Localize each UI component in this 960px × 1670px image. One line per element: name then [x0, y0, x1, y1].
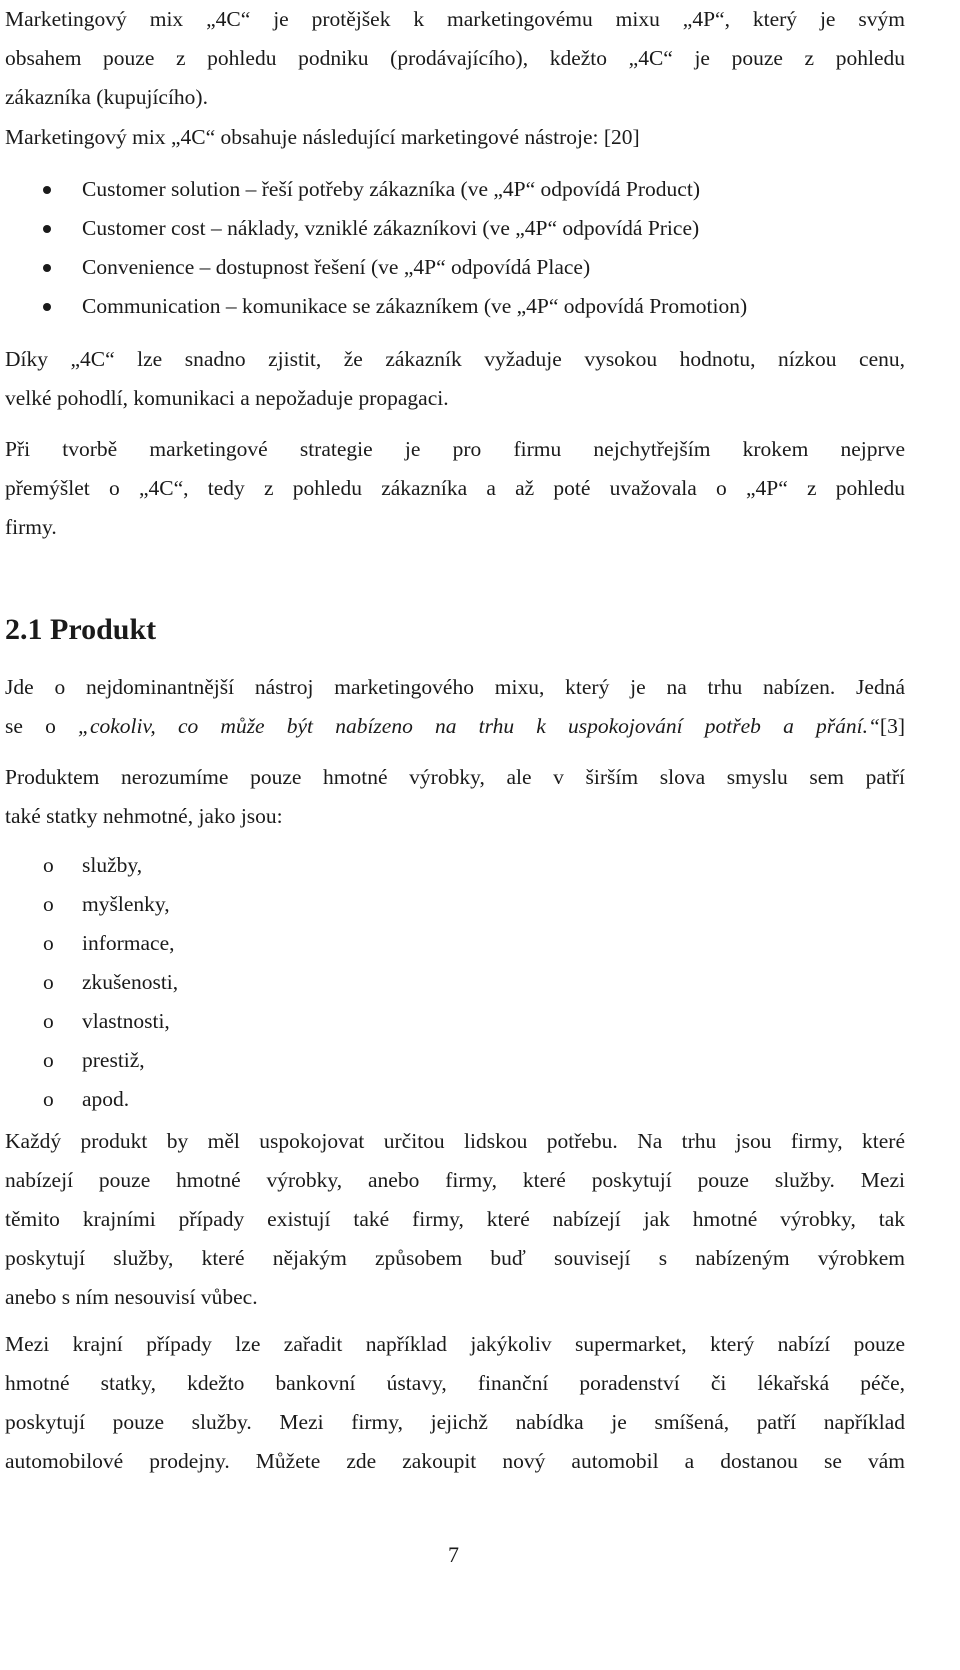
list-marker: o [43, 970, 54, 994]
list-item-text: Convenience – dostupnost řešení (ve „4P“ odpovídá Place) [82, 255, 591, 279]
definition-quote: „cokoliv, co může být nabízeno na trhu k uspokojování potřeb a přání.“ [77, 714, 880, 738]
list-item-text: myšlenky, [82, 892, 170, 916]
list-marker: o [43, 1009, 54, 1033]
list-item [5, 885, 905, 924]
list-item-text: služby, [82, 853, 143, 877]
text-line: Při tvorbě marketingové strategie je pro firmu nejchytřejším krokem nejprve [5, 437, 905, 461]
list-marker: o [43, 1048, 54, 1072]
intangibles-list [5, 846, 905, 1119]
text-line: automobilové prodejny. Můžete zde zakoupit nový automobil a dostanou se vám [5, 1449, 905, 1473]
section-heading: 2.1 Produkt [5, 613, 157, 646]
bullet-icon [43, 303, 51, 311]
list-marker: o [43, 931, 54, 955]
text-line: těmito krajními případy existují také firmy, které nabízejí jak hmotné výrobky, tak [5, 1207, 905, 1231]
list-item [5, 1002, 905, 1041]
text-line: Marketingový mix „4C“ obsahuje následující marketingové nástroje: [20] [5, 125, 640, 149]
list-item [5, 1080, 905, 1119]
list-item-text: Customer solution – řeší potřeby zákazníka (ve „4P“ odpovídá Product) [82, 177, 700, 201]
list-item [5, 1041, 905, 1080]
list-item [5, 170, 905, 209]
text-line: Produktem nerozumíme pouze hmotné výrobky, ale v širším slova smyslu sem patří [5, 765, 905, 789]
list-item-text: vlastnosti, [82, 1009, 170, 1033]
list-item-text: prestiž, [82, 1048, 145, 1072]
citation-ref: [3] [879, 714, 905, 738]
list-item-text: Communication – komunikace se zákazníkem (ve „4P“ odpovídá Promotion) [82, 294, 748, 318]
list-item-text: apod. [82, 1087, 130, 1111]
text-run: se o [5, 714, 78, 738]
list-item-text: Customer cost – náklady, vzniklé zákazníkovi (ve „4P“ odpovídá Price) [82, 216, 700, 240]
four-c-bullet-list [5, 170, 905, 326]
text-line: Jde o nejdominantnější nástroj marketingového mixu, který je na trhu nabízen. Jedná [5, 675, 905, 699]
list-item [5, 846, 905, 885]
section-paragraph-1 [5, 668, 905, 746]
list-item-text: zkušenosti, [82, 970, 179, 994]
document-page [5, 0, 905, 1670]
text-line: velké pohodlí, komunikaci a nepožaduje propagaci. [5, 386, 449, 410]
list-marker: o [43, 892, 54, 916]
list-item [5, 963, 905, 1002]
text-line: firmy. [5, 515, 57, 539]
text-line: nabízejí pouze hmotné výrobky, anebo firmy, které poskytují pouze služby. Mezi [5, 1168, 905, 1192]
text-line: také statky nehmotné, jako jsou: [5, 804, 283, 828]
section-paragraph-4 [5, 1325, 905, 1481]
list-item-text: informace, [82, 931, 175, 955]
text-line: anebo s ním nesouvisí vůbec. [5, 1285, 258, 1309]
list-item [5, 248, 905, 287]
text-line: zákazníka (kupujícího). [5, 85, 208, 109]
text-line: přemýšlet o „4C“, tedy z pohledu zákazníka a až poté uvažovala o „4P“ z pohledu [5, 476, 905, 500]
section-paragraph-2 [5, 758, 905, 836]
list-marker: o [43, 1087, 54, 1111]
intro-paragraph-2 [5, 118, 905, 157]
section-paragraph-3 [5, 1122, 905, 1317]
intro-paragraph-4 [5, 430, 905, 547]
intro-paragraph-1 [5, 0, 905, 117]
list-item [5, 287, 905, 326]
page-number: 7 [448, 1542, 459, 1567]
bullet-icon [43, 264, 51, 272]
text-line: Díky „4C“ lze snadno zjistit, že zákazník vyžaduje vysokou hodnotu, nízkou cenu, [5, 347, 905, 371]
text-line: obsahem pouze z pohledu podniku (prodávajícího), kdežto „4C“ je pouze z pohledu [5, 46, 905, 70]
list-item [5, 924, 905, 963]
text-line: Mezi krajní případy lze zařadit například jakýkoliv supermarket, který nabízí pouze [5, 1332, 905, 1356]
list-marker: o [43, 853, 54, 877]
text-line: hmotné statky, kdežto bankovní ústavy, finanční poradenství či lékařská péče, [5, 1371, 905, 1395]
text-line: poskytují pouze služby. Mezi firmy, jejichž nabídka je smíšená, patří například [5, 1410, 905, 1434]
text-line: Každý produkt by měl uspokojovat určitou lidskou potřebu. Na trhu jsou firmy, které [5, 1129, 905, 1153]
text-line: poskytují služby, které nějakým způsobem buď souvisejí s nabízeným výrobkem [5, 1246, 905, 1270]
text-line-with-quote [5, 707, 905, 746]
bullet-icon [43, 186, 51, 194]
intro-paragraph-3 [5, 340, 905, 418]
bullet-icon [43, 225, 51, 233]
list-item [5, 209, 905, 248]
text-line: Marketingový mix „4C“ je protějšek k marketingovému mixu „4P“, který je svým [5, 7, 905, 31]
